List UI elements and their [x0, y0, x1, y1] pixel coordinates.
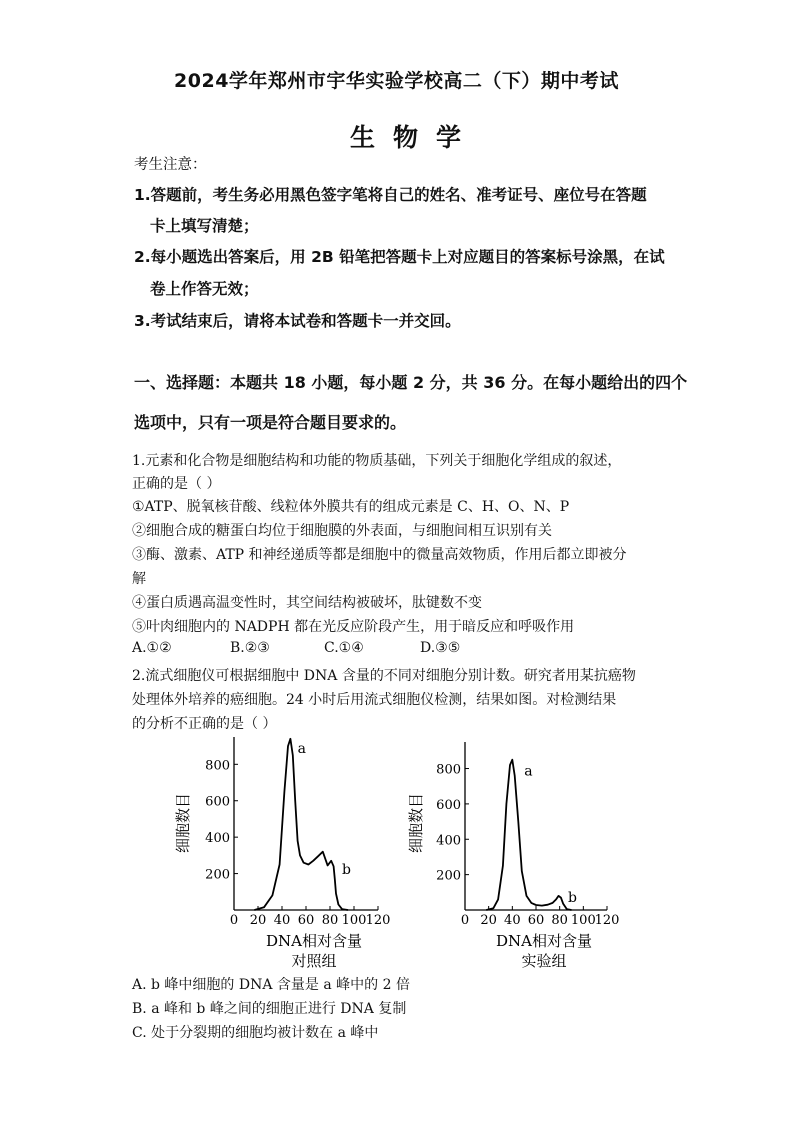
section-heading-cont: 选项中，只有一项是符合题目要求的。	[134, 413, 407, 432]
q1-stem: 1.元素和化合物是细胞结构和功能的物质基础，下列关于细胞化学组成的叙述，	[132, 453, 622, 469]
x-tick-label: 40	[504, 913, 521, 928]
q1-option-c[interactable]: C.①④	[324, 640, 364, 656]
y-tick-label: 600	[205, 794, 230, 810]
q2-stem-cont-1: 处理体外培养的癌细胞。24 小时后用流式细胞仪检测，结果如图。对检测结果	[132, 692, 617, 708]
chart-title: 实验组	[521, 952, 567, 970]
y-tick-label: 200	[436, 868, 461, 884]
x-tick-label: 60	[527, 913, 545, 928]
peak-label: b	[568, 889, 578, 906]
subject-title: 生物学	[349, 123, 479, 152]
x-tick-label: 80	[551, 913, 568, 928]
q2-stem-cont-2: 的分析不正确的是（ ）	[132, 716, 277, 732]
chart-title: 对照组	[291, 952, 337, 970]
y-tick-label: 200	[205, 867, 230, 883]
q1-statement-2: ②细胞合成的糖蛋白均位于细胞膜的外表面，与细胞间相互识别有关	[132, 523, 552, 539]
q2-stem: 2.流式细胞仪可根据细胞中 DNA 含量的不同对细胞分别计数。研究者用某抗癌物	[132, 668, 636, 684]
q2-option-a[interactable]: A. b 峰中细胞的 DNA 含量是 a 峰中的 2 倍	[132, 977, 410, 993]
x-tick-label: 60	[297, 913, 315, 928]
q1-statement-3-cont: 解	[132, 571, 146, 587]
q1-option-d[interactable]: D.③⑤	[420, 640, 461, 656]
y-tick-label: 400	[436, 833, 461, 849]
peak-label: b	[342, 861, 351, 878]
notice-item-1-cont: 卡上填写清楚；	[150, 217, 259, 235]
x-tick-label: 80	[321, 913, 339, 928]
q1-option-b[interactable]: B.②③	[230, 640, 270, 656]
section-heading: 一、选择题：本题共 18 小题，每小题 2 分，共 36 分。在每小题给出的四个	[134, 373, 688, 392]
notice-item-2-cont: 卷上作答无效；	[150, 280, 259, 298]
notice-item-1: 1.答题前，考生务必用黑色签字笔将自己的姓名、准考证号、座位号在答题	[134, 186, 647, 204]
peak-label: a	[297, 740, 306, 757]
series-line	[254, 739, 348, 910]
q1-statement-1: ①ATP、脱氧核苷酸、线粒体外膜共有的组成元素是 C、H、O、N、P	[132, 499, 570, 515]
q1-stem-cont: 正确的是（ ）	[132, 476, 221, 492]
exam-title: 2024学年郑州市宇华实验学校高二（下）期中考试	[174, 70, 619, 92]
notice-heading: 考生注意：	[134, 157, 207, 173]
x-tick-label: 20	[480, 913, 497, 928]
x-tick-label: 0	[229, 913, 239, 928]
experiment-group-chart	[407, 742, 619, 970]
control-group-chart	[174, 737, 390, 970]
flow-cytometry-figure	[170, 732, 640, 972]
x-axis-label: DNA相对含量	[266, 932, 362, 950]
x-tick-label: 100	[570, 913, 596, 928]
x-tick-label: 100	[341, 913, 367, 928]
q1-statement-5: ⑤叶肉细胞内的 NADPH 都在光反应阶段产生，用于暗反应和呼吸作用	[132, 619, 575, 635]
y-tick-label: 600	[436, 797, 461, 813]
x-tick-label: 120	[594, 913, 620, 928]
series-line	[486, 760, 571, 910]
x-tick-label: 40	[273, 913, 291, 928]
q2-option-b[interactable]: B. a 峰和 b 峰之间的细胞正进行 DNA 复制	[132, 1001, 407, 1017]
y-axis-label: 细胞数目	[174, 792, 192, 854]
notice-item-3: 3.考试结束后，请将本试卷和答题卡一并交回。	[134, 312, 461, 330]
peak-label: a	[524, 763, 533, 780]
q1-option-a[interactable]: A.①②	[132, 640, 172, 656]
y-tick-label: 400	[205, 831, 230, 847]
q2-option-c[interactable]: C. 处于分裂期的细胞均被计数在 a 峰中	[132, 1025, 379, 1041]
x-tick-label: 20	[249, 913, 267, 928]
y-tick-label: 800	[436, 762, 461, 778]
x-tick-label: 120	[365, 913, 391, 928]
q1-statement-3: ③酶、激素、ATP 和神经递质等都是细胞中的微量高效物质，作用后都立即被分	[132, 547, 627, 563]
y-tick-label: 800	[205, 758, 230, 774]
q1-options	[132, 640, 460, 656]
notice-item-2: 2.每小题选出答案后，用 2B 铅笔把答题卡上对应题目的答案标号涂黑，在试	[134, 248, 665, 266]
x-tick-label: 0	[460, 913, 470, 928]
q1-statement-4: ④蛋白质遇高温变性时，其空间结构被破坏，肽键数不变	[132, 595, 482, 611]
y-axis-label: 细胞数目	[407, 792, 425, 854]
x-axis-label: DNA相对含量	[496, 932, 592, 950]
